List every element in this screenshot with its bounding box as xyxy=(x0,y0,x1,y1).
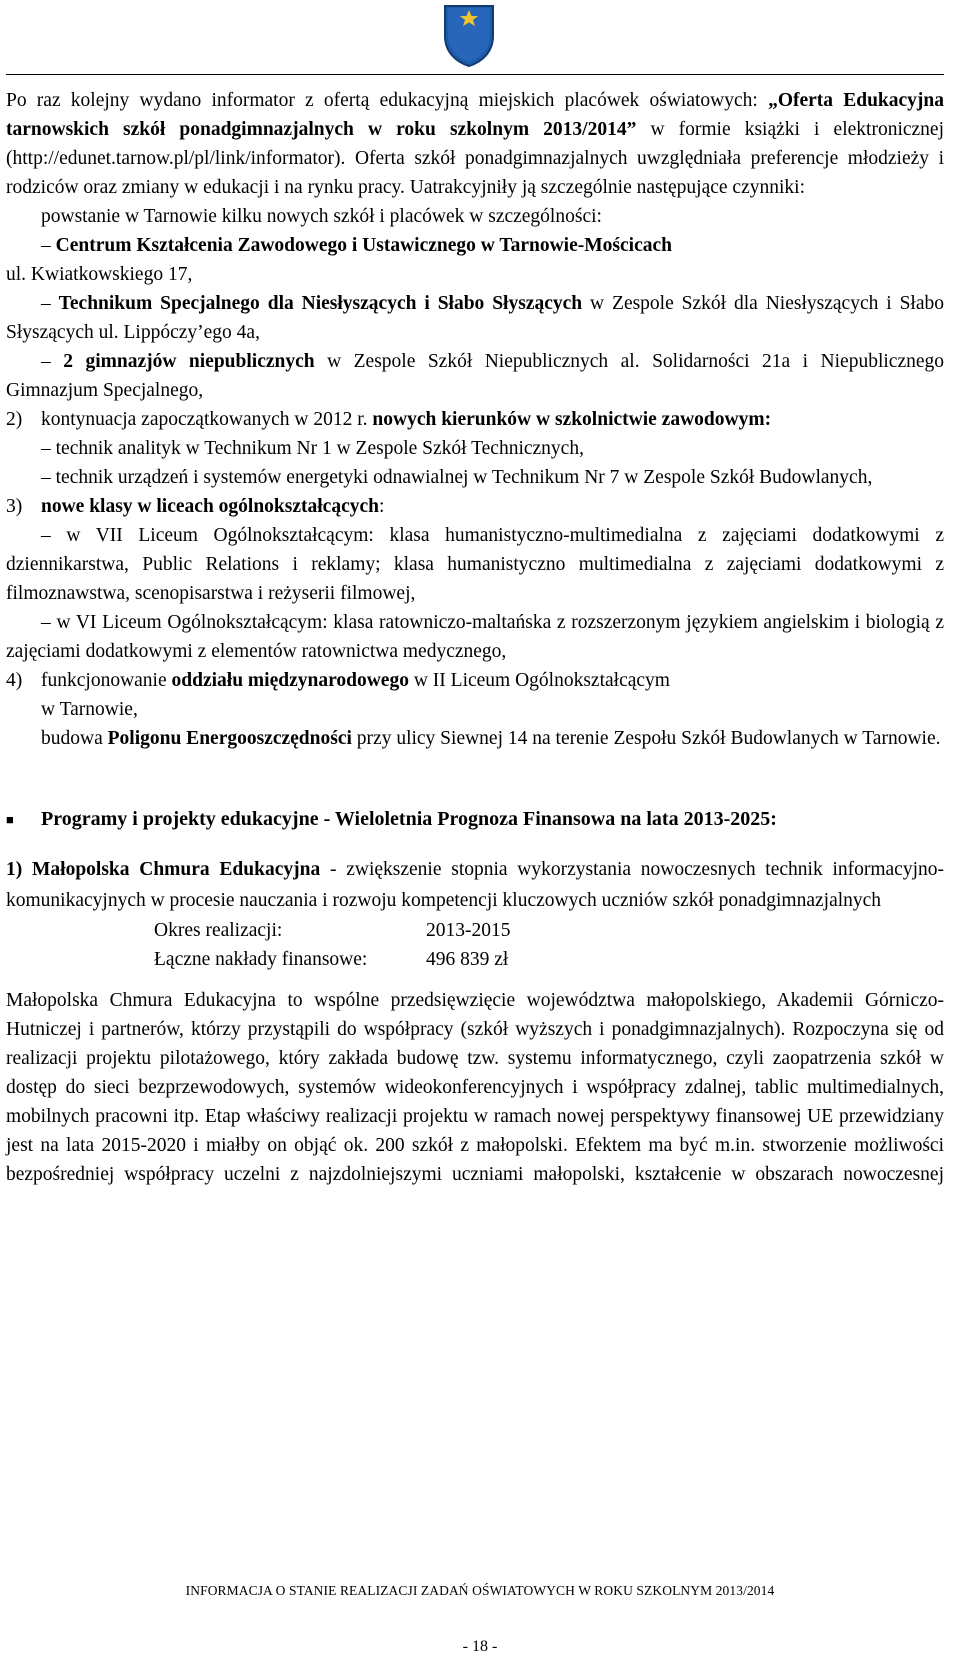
list-item-1-dash-3: – 2 gimnazjów niepublicznych w Zespole Szkół Niepublicznych al. Solidarności 21a i Niepublicznego Gimnazjum Specjalnego, xyxy=(6,351,945,401)
list-item-3-dash-1: – w VII Liceum Ogólnokształcącym: klasa humanistyczno-multimedialna z zajęciami dodatkowymi z dziennikarstwa, Public Relations i reklamy; klasa humanistyczno multimedialna z zajęciami dodatkowymi z filmoznawstwa, scenopisarstwa i reżyserii filmowej, xyxy=(6,525,944,604)
section-heading xyxy=(6,805,944,834)
list-item-2: 2) kontynuacja zapoczątkowanych w 2012 r. nowych kierunków w szkolnictwie zawodowym: xyxy=(6,409,772,430)
list-item-2-dash-1: – technik analityk w Technikum Nr 1 w Zespole Szkół Technicznych, xyxy=(41,438,584,459)
list-item-1-dash-1-cont: ul. Kwiatkowskiego 17, xyxy=(6,264,193,285)
list-item-3-dash-2: – w VI Liceum Ogólnokształcącym: klasa ratowniczo-maltańska z rozszerzonym językiem angielskim i biologią z zajęciami dodatkowymi z elementów ratownictwa medycznego, xyxy=(6,612,945,662)
list-item-4-cont: w Tarnowie, xyxy=(41,699,138,720)
header-rule xyxy=(6,74,944,75)
document-body xyxy=(6,86,944,1189)
tarnow-crest-icon xyxy=(442,2,496,68)
project-1-description: Małopolska Chmura Edukacyjna to wspólne przedsięwzięcie województwa małopolskiego, Akademii Górniczo-Hutniczej i partnerów, którzy przystąpili do współpracy (szkół wyższych i ponadgimnazjalnych). Rozpoczyna się od realizacji projektu pilotażowego, który zakłada budowę tzw. systemu informatycznego, czyli zaopatrzenia szkół w dostęp do sieci bezprzewodowych, systemów wideokonferencyjnych i współpracy zdalnej, tablic multimedialnych, mobilnych pracowni itp. Etap właściwy realizacji projektu w ramach nowej perspektywy finansowej UE przewidziany jest na lata 2015-2020 i miałby on objąć ok. 200 szkół z małopolski. Efektem ma być m.in. stworzenie możliwości bezpośredniej współpracy uczelni z najzdolniejszymi uczniami małopolski, kształcenie w obszarach nowoczesnej xyxy=(6,990,944,1185)
list-item-1: powstanie w Tarnowie kilku nowych szkół i placówek w szczególności: xyxy=(41,206,602,227)
page-number: - 18 - xyxy=(462,1638,498,1655)
list-item-5: budowa Poligonu Energooszczędności przy ulicy Siewnej 14 na terenie Zespołu Szkół Budowlanych w Tarnowie. xyxy=(41,728,941,749)
project-1-period: Okres realizacji: 2013-2015 xyxy=(154,920,511,941)
footer-title: INFORMACJA O STANIE REALIZACJI ZADAŃ OŚWIATOWYCH W ROKU SZKOLNYM 2013/2014 xyxy=(185,1583,775,1598)
list-item-2-dash-2: – technik urządzeń i systemów energetyki odnawialnej w Technikum Nr 7 w Zespole Szkół Budowlanych, xyxy=(41,467,873,488)
intro-text-3: Oferta szkół ponadgimnazjalnych uwzględniała preferencje młodzieży i rodziców oraz zmiany w edukacji i na rynku pracy. Uatrakcyjniły ją szczególnie następujące czynniki: xyxy=(6,148,945,198)
offer-title: „Oferta Edukacyjna tarnowskich szkół ponadgimnazjalnych w roku szkolnym xyxy=(6,90,945,140)
offer-year: 2013/2014” xyxy=(543,119,637,140)
square-bullet-icon: ■ xyxy=(6,812,14,827)
list-item-1-dash-2: – Technikum Specjalnego dla Niesłyszących i Słabo Słyszących w Zespole Szkół dla Niesłyszących i Słabo Słyszących ul. Lippóczy’ego 4a, xyxy=(6,293,944,343)
list-item-3: 3) nowe klasy w liceach ogólnokształcących: xyxy=(6,496,385,517)
project-1-cost: Łączne nakłady finansowe: 496 839 zł xyxy=(154,949,509,970)
list-item-1-dash-1: – Centrum Kształcenia Zawodowego i Ustawicznego w Tarnowie-Mościcach xyxy=(41,235,672,256)
intro-text-2: w formie książki i elektronicznej (http://edunet.tarnow.pl/pl/link/informator). xyxy=(6,119,944,169)
project-1-title: 1) Małopolska Chmura Edukacyjna - zwiększenie stopnia wykorzystania nowoczesnych technik informacyjno-komunikacyjnych w procesie nauczania i rozwoju kompetencji kluczowych uczniów szkół ponadgimnazjalnych xyxy=(6,859,944,911)
list-item-4: 4) funkcjonowanie oddziału międzynarodowego w II Liceum Ogólnokształcącym xyxy=(6,670,670,691)
intro-paragraph xyxy=(6,86,944,202)
intro-text-1: Po raz kolejny wydano informator z ofertą edukacyjną miejskich placówek oświatowych: xyxy=(6,90,758,111)
section-heading-text: Programy i projekty edukacyjne - Wieloletnia Prognoza Finansowa na lata 2013-2025: xyxy=(41,808,777,830)
